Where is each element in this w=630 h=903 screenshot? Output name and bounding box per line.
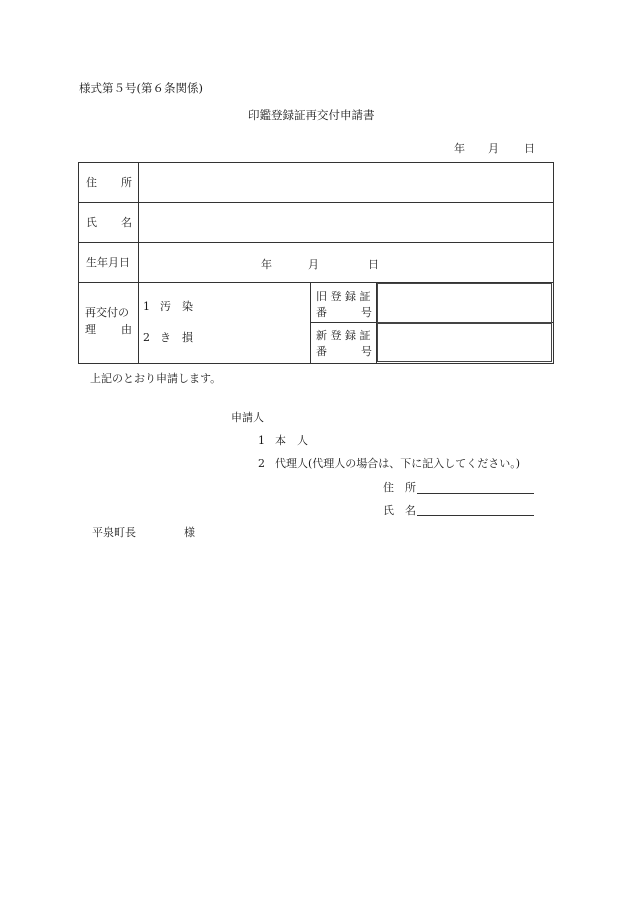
old-cert-label-line1: 旧 登 録 証 (316, 290, 371, 303)
name-label-char2: 名 (121, 216, 132, 229)
applicant-option-agent[interactable] (258, 455, 548, 471)
agent-name-label: 氏 名 (383, 504, 416, 517)
applicant-option-text: 本 人 (275, 434, 308, 447)
new-cert-label-char1: 番 (316, 345, 327, 358)
reason-label-line1: 再交付の (85, 306, 129, 319)
agent-name-line[interactable] (417, 515, 534, 516)
reason-option-damage[interactable] (143, 329, 223, 345)
name-field[interactable] (139, 203, 552, 242)
reason-option-number: 2 (143, 331, 150, 344)
reason-option-contamination[interactable] (143, 298, 223, 314)
header-year-label: 年 (454, 142, 465, 155)
birthdate-year-unit: 年 (261, 258, 272, 271)
reason-option-number: 1 (143, 300, 150, 313)
reason-label-char1: 理 (85, 323, 96, 336)
old-cert-label-char1: 番 (316, 306, 327, 319)
address-field[interactable] (139, 163, 552, 202)
address-label-char1: 住 (86, 176, 97, 189)
header-month-label: 月 (488, 142, 499, 155)
applicant-option-number: 2 (258, 457, 265, 470)
document-title: 印鑑登録証再交付申請書 (248, 108, 375, 122)
new-cert-label-char2: 号 (361, 345, 372, 358)
applicant-option-text: 代理人(代理人の場合は、下に記入してください。) (275, 457, 521, 470)
applicant-option-self[interactable] (258, 432, 328, 448)
agent-address-label: 住 所 (383, 481, 416, 494)
birthdate-label: 生年月日 (86, 256, 130, 269)
new-cert-number-field[interactable] (377, 323, 552, 362)
addressee-honorific: 様 (184, 526, 195, 539)
agent-address-line[interactable] (417, 493, 534, 494)
reason-option-text: き 損 (160, 331, 193, 344)
old-cert-number-field[interactable] (377, 283, 552, 323)
applicant-label: 申請人 (231, 411, 264, 424)
header-day-label: 日 (524, 142, 535, 155)
form-number: 様式第５号(第６条関係) (79, 81, 203, 95)
birthdate-day-unit: 日 (368, 258, 379, 271)
old-cert-label-char2: 号 (361, 306, 372, 319)
address-label-char2: 所 (121, 176, 132, 189)
birthdate-field[interactable] (139, 243, 552, 282)
addressee-name: 平泉町長 (92, 526, 136, 539)
application-statement: 上記のとおり申請します。 (90, 372, 222, 385)
reason-label-char2: 由 (121, 323, 132, 336)
birthdate-month-unit: 月 (308, 258, 319, 271)
applicant-option-number: 1 (258, 434, 265, 447)
application-table (78, 162, 554, 364)
name-label-char1: 氏 (86, 216, 97, 229)
reason-option-text: 汚 染 (160, 300, 193, 313)
new-cert-label-line1: 新 登 録 証 (316, 329, 371, 342)
